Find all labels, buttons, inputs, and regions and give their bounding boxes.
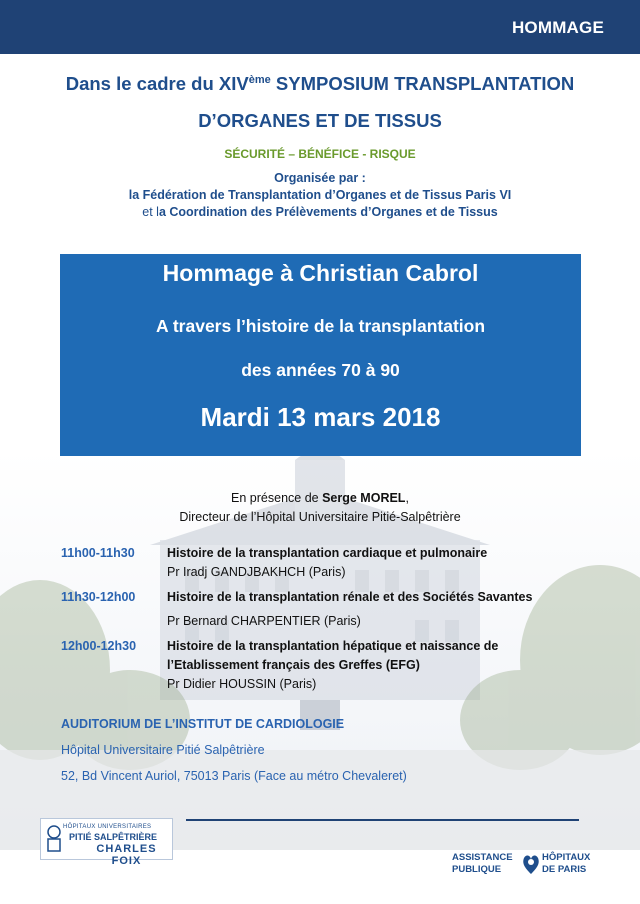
venue-address: 52, Bd Vincent Auriol, 75013 Paris (Face au métro Chevaleret) bbox=[61, 769, 407, 783]
schedule-title: Histoire de la transplantation cardiaque et pulmonaire bbox=[167, 546, 488, 560]
schedule-speaker: Pr Iradj GANDJBAKHCH (Paris) bbox=[167, 565, 346, 579]
logo-left-line2: PITIÉ SALPÊTRIÈRE bbox=[69, 832, 158, 842]
banner-subtitle2: des années 70 à 90 bbox=[241, 360, 400, 380]
venue-name: AUDITORIUM DE L’INSTITUT DE CARDIOLOGIE bbox=[61, 717, 345, 731]
logo-right-line1: ASSISTANCE bbox=[452, 852, 513, 863]
symposium-title-line2: D’ORGANES ET DE TISSUS bbox=[198, 110, 442, 131]
schedule-time: 12h00-12h30 bbox=[61, 639, 137, 653]
schedule-time: 11h00-11h30 bbox=[61, 546, 135, 560]
banner-date: Mardi 13 mars 2018 bbox=[200, 402, 441, 432]
logo-right-line3: HÔPITAUX bbox=[542, 852, 591, 863]
symposium-subtitle: SÉCURITÉ – BÉNÉFICE - RISQUE bbox=[224, 147, 416, 161]
schedule-speaker: Pr Didier HOUSSIN (Paris) bbox=[167, 677, 317, 691]
hospital-emblem-icon bbox=[45, 824, 63, 854]
symposium-title-line1: Dans le cadre du XIVème SYMPOSIUM TRANSPLANTATION bbox=[65, 73, 575, 94]
schedule-title: Histoire de la transplantation rénale et des Sociétés Savantes bbox=[167, 590, 533, 604]
logo-left-line3: CHARLES FOIX bbox=[96, 843, 157, 867]
organizers-intro: Organisée par : bbox=[274, 171, 366, 185]
venue-hospital: Hôpital Universitaire Pitié Salpêtrière bbox=[61, 743, 265, 757]
banner-subtitle1: A travers l’histoire de la transplantation bbox=[155, 316, 486, 336]
banner-title: Hommage à Christian Cabrol bbox=[162, 260, 479, 286]
logo-right-line2: PUBLIQUE bbox=[452, 864, 502, 875]
schedule-speaker: Pr Bernard CHARPENTIER (Paris) bbox=[167, 614, 361, 628]
logo-left-line1: HÔPITAUX UNIVERSITAIRES bbox=[63, 824, 152, 830]
schedule-title-continued: l’Etablissement français des Greffes (EFG) bbox=[167, 658, 420, 672]
organizers-line2: et la Coordination des Prélèvements d’Organes et de Tissus bbox=[142, 205, 498, 219]
footer-divider bbox=[186, 819, 579, 821]
schedule-title: Histoire de la transplantation hépatique et naissance de bbox=[167, 639, 499, 653]
aphp-logo bbox=[452, 850, 602, 882]
presence-line1: En présence de Serge MOREL, bbox=[231, 491, 409, 505]
pitie-salpetriere-logo bbox=[40, 818, 173, 867]
event-banner bbox=[60, 254, 581, 456]
presence-line2: Directeur de l’Hôpital Universitaire Pitié-Salpêtrière bbox=[179, 510, 461, 524]
organizers-line1: la Fédération de Transplantation d’Organes et de Tissus Paris VI bbox=[128, 188, 512, 202]
heart-icon bbox=[522, 852, 540, 876]
header-label: HOMMAGE bbox=[511, 18, 604, 37]
logo-right-line4: DE PARIS bbox=[542, 864, 587, 875]
schedule-time: 11h30-12h00 bbox=[61, 590, 136, 604]
